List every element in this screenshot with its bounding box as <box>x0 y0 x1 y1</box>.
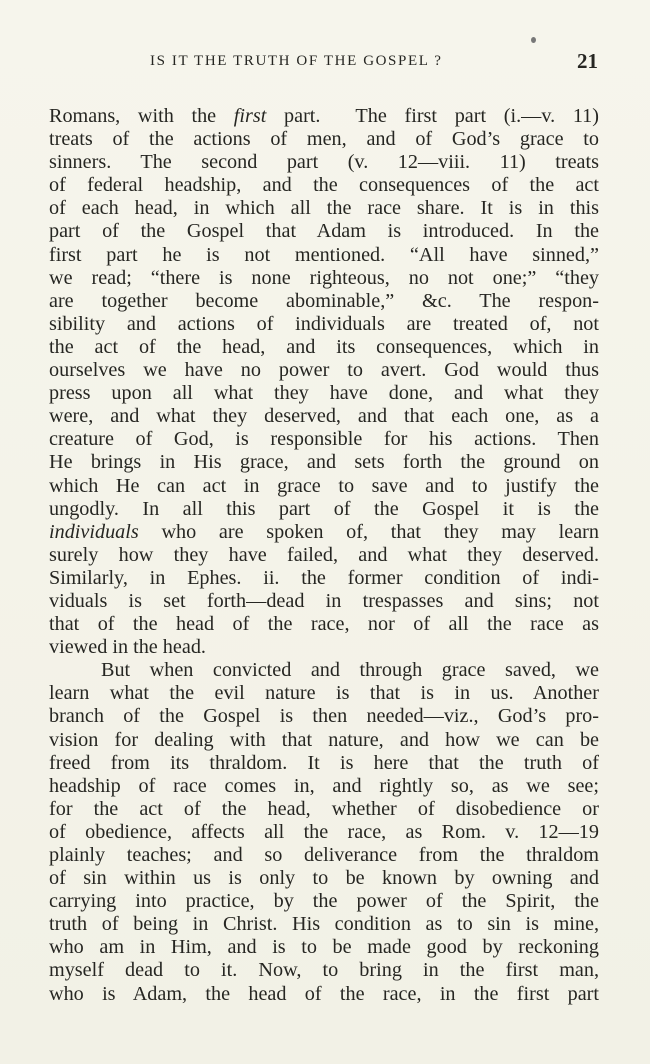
text-line: Similarly, in Ephes. ii. the former condition of indi- <box>49 566 599 589</box>
text-line: that of the head of the race, nor of all the race as <box>49 613 599 636</box>
text-line: who is Adam, the head of the race, in the first part <box>49 982 599 1005</box>
page-header <box>50 49 598 75</box>
text-line: are together become abominable,” &c. The respon- <box>49 289 599 312</box>
text-segment: Romans, with the <box>49 105 234 127</box>
text-line: creature of God, is responsible for his actions. Then <box>49 428 599 451</box>
text-line: branch of the Gospel is then needed—viz., God’s pro- <box>49 705 599 728</box>
text-line: first part he is not mentioned. “All have sinned,” <box>49 243 599 266</box>
page-number: 21 <box>577 49 598 73</box>
text-line: He brings in His grace, and sets forth the ground on <box>49 451 599 474</box>
ink-spot <box>531 37 536 43</box>
text-line: vision for dealing with that nature, and how we can be <box>49 728 599 751</box>
text-line <box>49 521 599 544</box>
text-line: treats of the actions of men, and of God’s grace to <box>49 128 599 151</box>
text-line: freed from its thraldom. It is here that the truth of <box>49 751 599 774</box>
text-line <box>49 105 599 128</box>
text-segment: part. The first part (i.—v. 11) <box>266 105 599 127</box>
text-line: of obedience, affects all the race, as Rom. v. 12—19 <box>49 820 599 843</box>
text-line: myself dead to it. Now, to bring in the first man, <box>49 959 599 982</box>
text-line: we read; “there is none righteous, no not one;” “they <box>49 266 599 289</box>
italic-word: first <box>233 105 267 127</box>
text-line: viewed in the head. <box>49 636 206 659</box>
body-text <box>49 105 599 1006</box>
running-head: IS IT THE TRUTH OF THE GOSPEL ? <box>150 53 443 69</box>
text-line: sibility and actions of individuals are treated of, not <box>49 312 599 335</box>
text-segment: who are spoken of, that they may learn <box>138 520 599 543</box>
text-line: truth of being in Christ. His condition as to sin is mine, <box>49 913 599 936</box>
text-line: surely how they have failed, and what they deserved. <box>49 543 599 566</box>
text-line: of federal headship, and the consequences of the act <box>49 174 599 197</box>
text-line: were, and what they deserved, and that each one, as a <box>49 405 599 428</box>
text-line: of each head, in which all the race share. It is in this <box>49 197 599 220</box>
text-line: press upon all what they have done, and what they <box>49 382 599 405</box>
text-line: viduals is set forth—dead in trespasses and sins; not <box>49 589 599 612</box>
text-line: who am in Him, and is to be made good by reckoning <box>49 936 599 959</box>
text-line: of sin within us is only to be known by owning and <box>49 867 599 890</box>
text-line: ungodly. In all this part of the Gospel it is the <box>49 497 599 520</box>
text-line: headship of race comes in, and rightly so, as we see; <box>49 774 599 797</box>
text-line: But when convicted and through grace saved, we <box>101 659 599 682</box>
text-line: sinners. The second part (v. 12—viii. 11) treats <box>49 151 599 174</box>
italic-word: individuals <box>49 520 139 543</box>
text-line: part of the Gospel that Adam is introduced. In the <box>49 220 599 243</box>
text-line: ourselves we have no power to avert. God would thus <box>49 359 599 382</box>
text-line: plainly teaches; and so deliverance from the thraldom <box>49 844 599 866</box>
text-line: for the act of the head, whether of disobedience or <box>49 797 599 820</box>
text-line: the act of the head, and its consequences, which in <box>49 335 599 358</box>
text-line: carrying into practice, by the power of the Spirit, the <box>49 890 599 913</box>
text-line: which He can act in grace to save and to justify the <box>49 474 599 497</box>
text-line: learn what the evil nature is that is in us. Another <box>49 682 599 705</box>
